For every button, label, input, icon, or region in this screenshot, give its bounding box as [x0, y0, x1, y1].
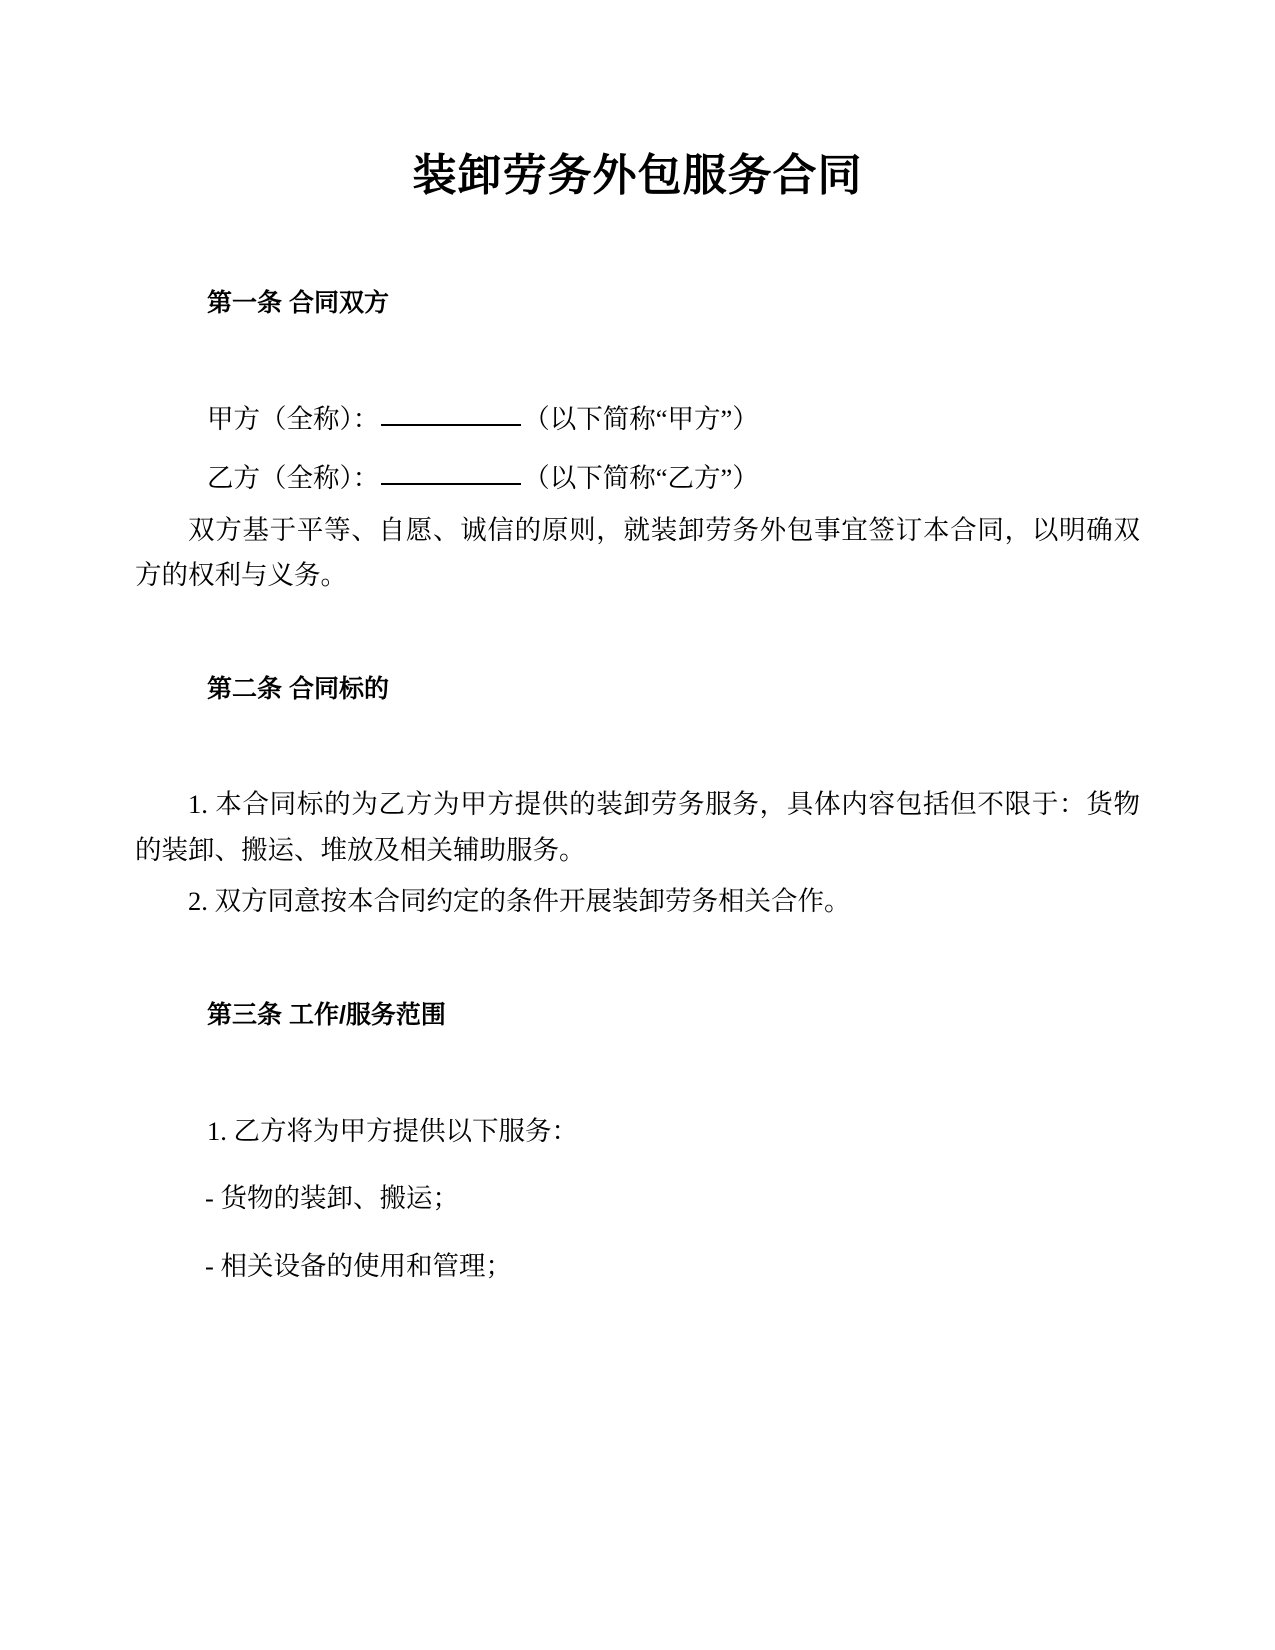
spacer: [135, 1222, 1140, 1244]
party-a-suffix: （以下简称“甲方”）: [523, 403, 759, 434]
spacer: [135, 1035, 1140, 1109]
spacer: [135, 442, 1140, 456]
spacer: [135, 708, 1140, 782]
party-b-line: [135, 456, 1140, 502]
spacer: [135, 1154, 1140, 1176]
party-a-label: 甲方（全称）：: [207, 403, 380, 434]
section-2-item-1: 1. 本合同标的为乙方为甲方提供的装卸劳务服务，具体内容包括但不限于：货物的装卸、搬运、堆放及相关辅助服务。: [135, 789, 1140, 865]
page-title: 装卸劳务外包服务合同: [412, 151, 863, 200]
party-a-line: [135, 397, 1140, 443]
spacer: [135, 599, 1140, 671]
party-b-label: 乙方（全称）：: [207, 463, 380, 494]
party-b-suffix: （以下简称“乙方”）: [523, 463, 759, 494]
spacer: [135, 323, 1140, 397]
section-2-item-2: 2. 双方同意按本合同约定的条件开展装卸劳务相关合作。: [188, 886, 851, 917]
spacer: [135, 925, 1140, 997]
party-b-blank[interactable]: [381, 483, 521, 485]
party-a-blank[interactable]: [381, 424, 521, 426]
spacer: [135, 203, 1140, 285]
section-3-bullet-1: - 货物的装卸、搬运；: [205, 1183, 459, 1214]
section-3-item-1: 1. 乙方将为甲方提供以下服务：: [207, 1115, 578, 1146]
section-heading-1: 第一条 合同双方: [207, 289, 389, 317]
section-1-paragraph: 双方基于平等、自愿、诚信的原则，就装卸劳务外包事宜签订本合同，以明确双方的权利与义务。: [135, 514, 1140, 591]
section-heading-2: 第二条 合同标的: [207, 674, 389, 703]
section-3-bullet-2: - 相关设备的使用和管理；: [205, 1250, 512, 1281]
section-heading-3: 第三条 工作/服务范围: [207, 1001, 446, 1030]
